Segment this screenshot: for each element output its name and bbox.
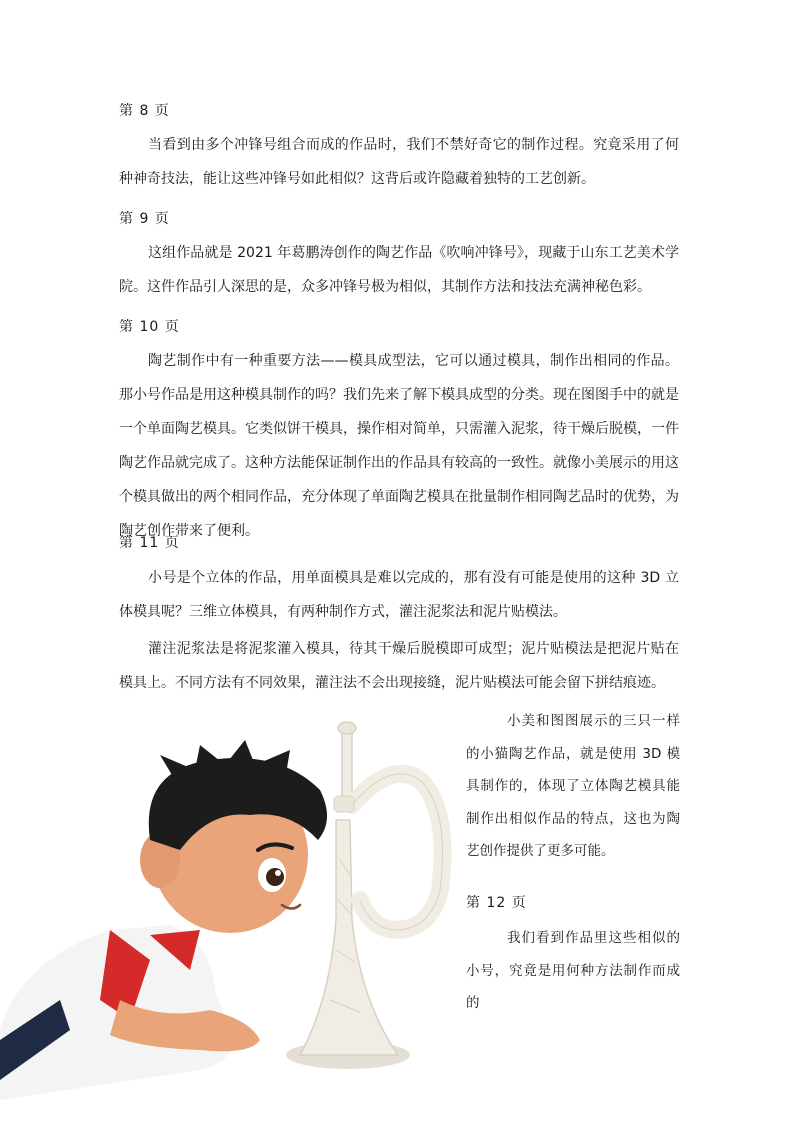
- page-heading-9: 第 9 页: [119, 211, 170, 227]
- page-heading-8: 第 8 页: [119, 103, 170, 119]
- paragraph: 灌注泥浆法是将泥浆灌入模具，待其干燥后脱模即可成型；泥片贴模法是把泥片贴在模具上。不同方法有不同效果，灌注法不会出现接缝，泥片贴模法可能会留下拼结痕迹。: [119, 641, 679, 691]
- boy-and-trumpet-illustration: [0, 700, 460, 1100]
- paragraph: 这组作品就是 2021 年葛鹏涛创作的陶艺作品《吹响冲锋号》，现藏于山东工艺美术学院。这件作品引人深思的是，众多冲锋号极为相似，其制作方法和技法充满神秘色彩。: [119, 245, 679, 295]
- trumpet-image: [286, 722, 443, 1069]
- side-paragraph: 我们看到作品里这些相似的小号，究竟是用何种方法制作而成的: [466, 930, 680, 1011]
- boy-image: [0, 740, 327, 1100]
- page-heading-11: 第 11 页: [119, 535, 180, 551]
- side-paragraph: 小美和图图展示的三只一样的小猫陶艺作品，就是使用 3D 模具制作的，体现了立体陶艺模具能制作出相似作品的特点，这也为陶艺创作提供了更多可能。: [466, 713, 680, 859]
- paragraph: 当看到由多个冲锋号组合而成的作品时，我们不禁好奇它的制作过程。究竟采用了何种神奇技法，能让这些冲锋号如此相似？这背后或许隐藏着独特的工艺创新。: [119, 137, 679, 187]
- page-heading-12: 第 12 页: [466, 895, 527, 911]
- paragraph: 陶艺制作中有一种重要方法——模具成型法，它可以通过模具，制作出相同的作品。那小号作品是用这种模具制作的吗？我们先来了解下模具成型的分类。现在图图手中的就是一个单面陶艺模具。它类似饼干模具，操作相对简单，只需灌入泥浆，待干燥后脱模，一件陶艺作品就完成了。这种方法能保证制作出的作品具有较高的一致性。就像小美展示的用这个模具做出的两个相同作品，充分体现了单面陶艺模具在批量制作相同陶艺品时的优势，为陶艺创作带来了便利。: [119, 353, 679, 539]
- page-heading-10: 第 10 页: [119, 319, 180, 335]
- paragraph: 小号是个立体的作品，用单面模具是难以完成的，那有没有可能是使用的这种 3D 立体模具呢？三维立体模具，有两种制作方式，灌注泥浆法和泥片贴模法。: [119, 570, 679, 620]
